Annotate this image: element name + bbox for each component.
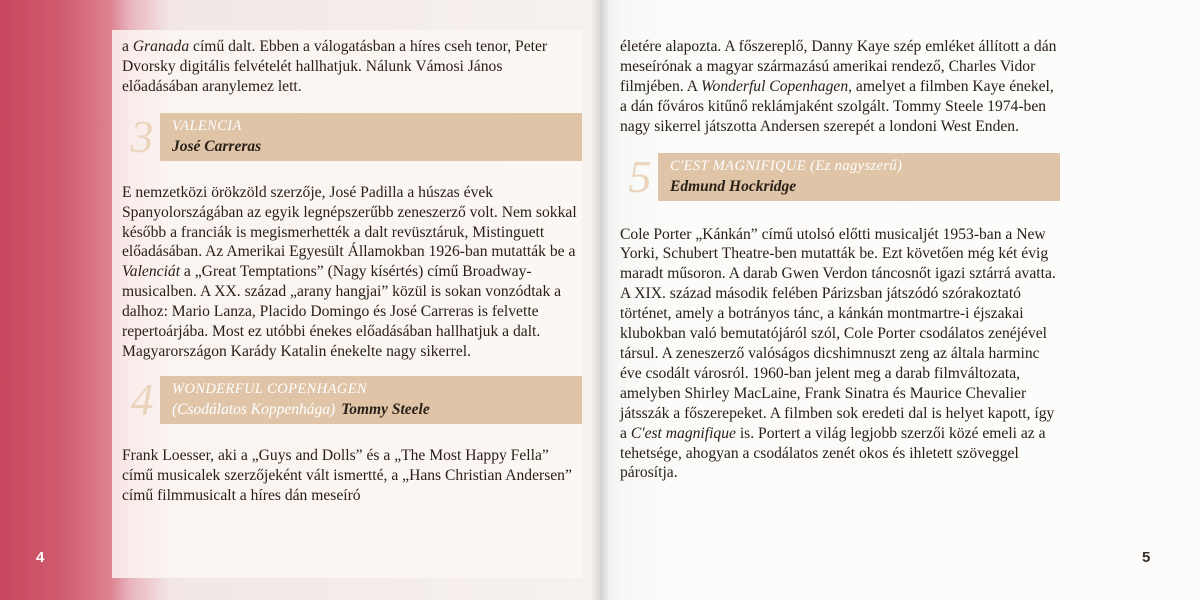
page-gutter: [592, 0, 608, 600]
track-4-performer: Tommy Steele: [341, 400, 430, 418]
track-5-title: C'EST MAGNIFIQUE (Ez nagyszerű): [670, 157, 903, 174]
track-5-performer: Edmund Hockridge: [670, 177, 797, 195]
track-3-number: 3: [130, 110, 154, 162]
track-5-number: 5: [628, 150, 652, 202]
track-4-number: 4: [130, 373, 154, 425]
track-3-paragraph: E nemzetközi örökzöld szerzője, José Padilla a húszas évek Spanyolországában az egyik legnépszerűbb zeneszerző volt. Nem sokkal később a franciák is megismerhették a dalt revüsztáruk, Mistinguett előadásában. Az Amerikai Egyesült Államokban 1926-ban mutatták be a Valenciát a „Great Temptations” (Nagy kísértés) című Broadway-musicalben. A XX. század „arany hangjai” közül is sokan vonzódtak a dalhoz: Mario Lanza, Placido Domingo és José Carreras is felvette repertoárjába. Most ez utóbbi énekes előadásában hallhatjuk a dalt. Magyarországon Karády Katalin énekelte nagy sikerrel.: [122, 183, 577, 360]
track-5-header: [620, 150, 1060, 202]
track-5-paragraph: Cole Porter „Kánkán” című utolsó előtti musicaljét 1953-ban a New Yorki, Schubert Theatre-ben mutatták be. Ezt követően még két évig maradt műsoron. A darab Gwen Verdon táncosnőt igazi sztárrá avatta. A XIX. század második felében Párizsban játszódó szórakoztató történet, amely a botrányos tánc, a kánkán montmartre-i éjszakai klubokban való bemutatójáról szól, Cole Porter csodálatos zenéjével társul. A zeneszerző valóságos dicshimnuszt zeng az általa harminc éve csodált városról. 1960-ban jelent meg a darab filmváltozata, amelyben Shirley MacLaine, Frank Sinatra és Maurice Chevalier játsszák a főszerepeket. A filmben sok eredeti dal is helyet kapott, így a C'est magnifique is. Portert a világ legjobb szerzői közé emeli az a tehetsége, ahogyan a csodálatos zenét okos és ihletett szöveggel párosítja.: [620, 225, 1056, 482]
track-3-header: [122, 110, 582, 162]
track-3-performer: José Carreras: [172, 137, 262, 155]
track-4-paragraph: Frank Loesser, aki a „Guys and Dolls” és a „The Most Happy Fella” című musicalek szerzőjeként vált ismertté, a „Hans Christian Andersen” című filmmusicalt a híres dán meseíró: [122, 446, 572, 504]
track-4-title: WONDERFUL COPENHAGEN: [172, 380, 368, 397]
left-page-column: [122, 37, 582, 506]
right-page-number: 5: [1142, 549, 1151, 566]
track-4-subtitle: (Csodálatos Koppenhága): [172, 400, 336, 418]
track-4-subtitle-performer: [172, 400, 430, 420]
continuation-paragraph: életére alapozta. A főszereplő, Danny Kaye szép emléket állított a dán meseírónak a magyar származású amerikai rendező, Charles Vidor filmjében. A Wonderful Copenhagen, amelyet a filmben Kaye énekel, a dán főváros kitűnő reklámjaként szolgált. Tommy Steele 1974-ben nagy sikerrel játszotta Andersen szerepét a londoni West Enden.: [620, 38, 1057, 135]
left-page-number: 4: [36, 549, 45, 566]
intro-paragraph: a Granada című dalt. Ebben a válogatásban a híres cseh tenor, Peter Dvorsky digitális felvételét hallhatjuk. Nálunk Vámosi János előadásában aranylemez lett.: [122, 38, 548, 95]
right-page-column: [620, 37, 1060, 483]
track-3-title: VALENCIA: [172, 117, 242, 134]
track-4-header: [122, 373, 582, 425]
